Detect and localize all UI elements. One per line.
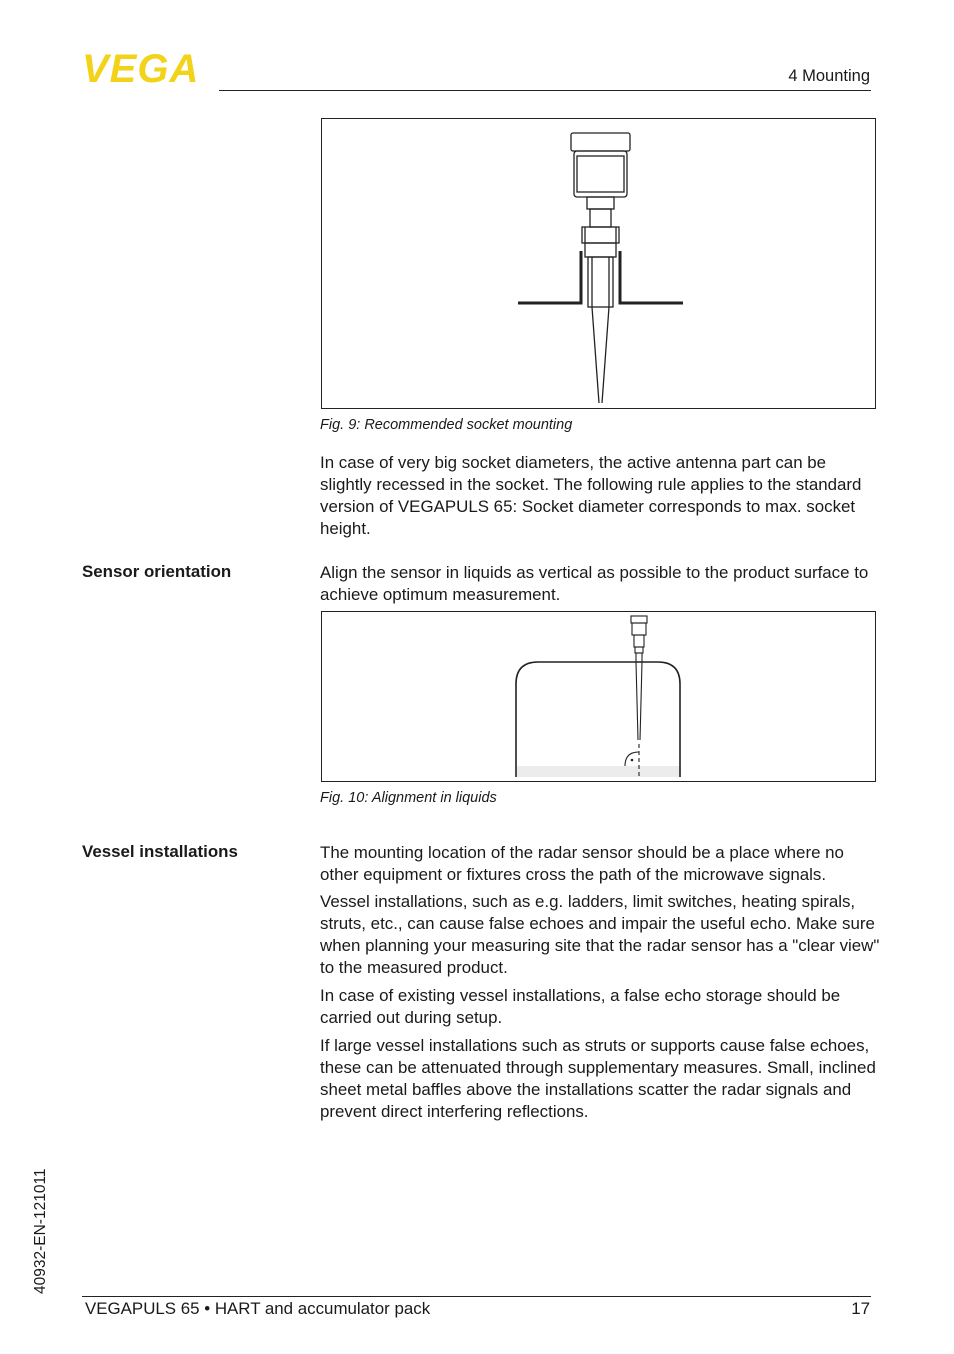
footer-divider [82, 1296, 871, 1297]
vessel-paragraph-1: The mounting location of the radar sensor should be a place where no other equipment or fixtures cross the path of the microwave signals. [320, 843, 844, 884]
vega-logo [82, 50, 212, 86]
svg-text:VEGA: VEGA [82, 50, 200, 86]
footer-product: VEGAPULS 65 • HART and accumulator pack [85, 1299, 431, 1318]
figure-socket-mounting [321, 118, 876, 409]
socket-diameter-paragraph: In case of very big socket diameters, the active antenna part can be slightly recessed in the socket. The following rule applies to the standard version of VEGAPULS 65: Socket diameter corresponds to max. socket height. [320, 453, 862, 538]
figure9-caption: Fig. 9: Recommended socket mounting [320, 417, 573, 433]
vessel-installations-heading: Vessel installations [82, 842, 238, 861]
vessel-paragraph-2: Vessel installations, such as e.g. ladders, limit switches, heating spirals, struts, etc., can cause false echoes and impair the useful echo. Make sure when planning your measuring site that the radar sensor has a "clear view" to the measured product. [320, 892, 880, 977]
document-id: 40932-EN-121011 [32, 1168, 49, 1294]
figure-alignment-liquids [321, 611, 876, 782]
sensor-orientation-heading: Sensor orientation [82, 562, 232, 581]
header-divider [219, 90, 871, 91]
vessel-paragraph-4: If large vessel installations such as struts or supports cause false echoes, these can be attenuated through supplementary measures. Small, inclined sheet metal baffles above the installations scatter the radar signals and prevent direct interfering reflections. [320, 1036, 876, 1121]
vessel-paragraph-3: In case of existing vessel installations, a false echo storage should be carried out during setup. [320, 986, 841, 1027]
figure10-caption: Fig. 10: Alignment in liquids [320, 790, 497, 806]
sensor-orientation-text: Align the sensor in liquids as vertical as possible to the product surface to achieve optimum measurement. [320, 563, 869, 604]
page-number: 17 [851, 1299, 870, 1318]
section-title: 4 Mounting [788, 67, 870, 85]
